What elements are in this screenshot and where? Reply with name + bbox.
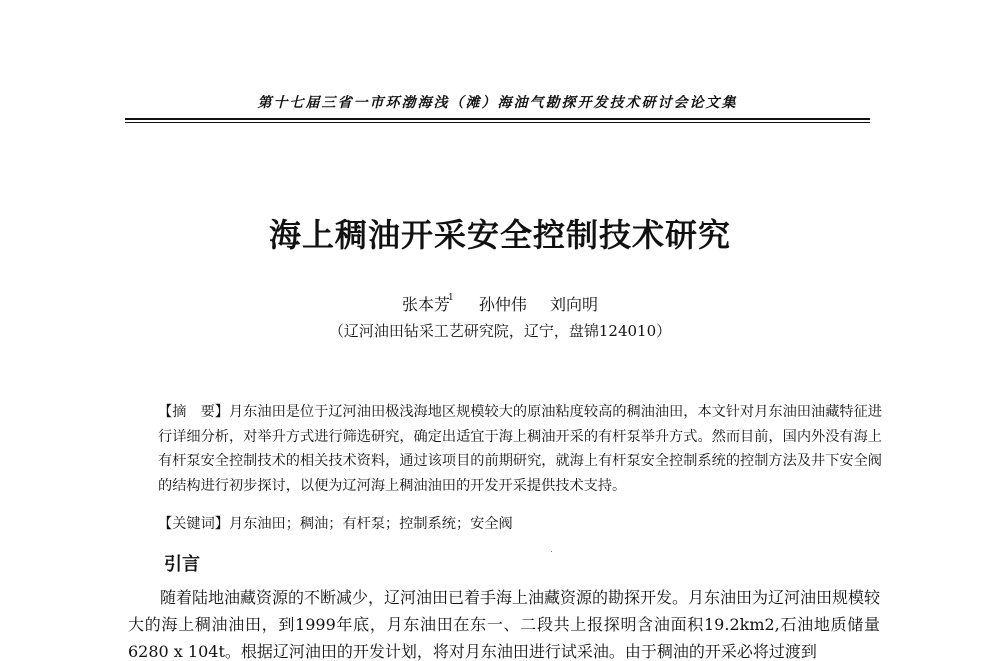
section-heading-intro: 引言	[164, 554, 200, 575]
author-1-name: 张本芳	[402, 295, 451, 314]
author-2	[479, 295, 527, 314]
author-3	[550, 295, 598, 314]
abstract-label: 【摘 要】	[158, 404, 229, 420]
abstract-text: 月东油田是位于辽河油田极浅海地区规模较大的原油粘度较高的稠油油田，本文针对月东油田油藏特征进行详细分析，对举升方式进行筛选研究，确定出适宜于海上稠油开采的有杆泵举升方式。然而目前，国内外没有海上有杆泵安全控制技术的相关技术资料，通过该项目的前期研究，就海上有杆泵安全控制系统的控制方法及井下安全阀的结构进行初步探讨，以便为辽河海上稠油油田的开发开采提供技术支持。	[158, 404, 882, 494]
header-rule-thin	[125, 122, 870, 123]
author-1	[402, 292, 456, 314]
running-header: 第十七届三省一市环渤海浅（滩）海油气勘探开发技术研讨会论文集	[257, 95, 738, 111]
author-1-mark: 1	[448, 292, 454, 303]
keywords-label: 【关键词】	[158, 516, 229, 532]
author-list	[0, 292, 1000, 315]
scan-speck	[551, 551, 552, 552]
keywords	[158, 512, 882, 536]
author-3-name: 刘向明	[549, 295, 598, 314]
author-2-name: 孙仲伟	[478, 295, 527, 314]
body-paragraph: 随着陆地油藏资源的不断减少，辽河油田已着手海上油藏资源的勘探开发。月东油田为辽河油田规模较大的海上稠油油田，到1999年底，月东油田在东一、二段共上报探明含油面积19.2km2,石油地质储量6280 x 104t。根据辽河油田的开发计划，将对月东油田进行试采油。由于稠油的开采必将过渡到	[128, 588, 881, 661]
keywords-text: 月东油田；稠油；有杆泵；控制系统；安全阀	[228, 516, 513, 532]
header-rule-thick	[125, 118, 870, 120]
paper-title: 海上稠油开采安全控制技术研究	[268, 216, 731, 254]
abstract	[158, 400, 882, 498]
affiliation: （辽河油田钻采工艺研究院，辽宁，盘锦124010）	[328, 322, 672, 340]
